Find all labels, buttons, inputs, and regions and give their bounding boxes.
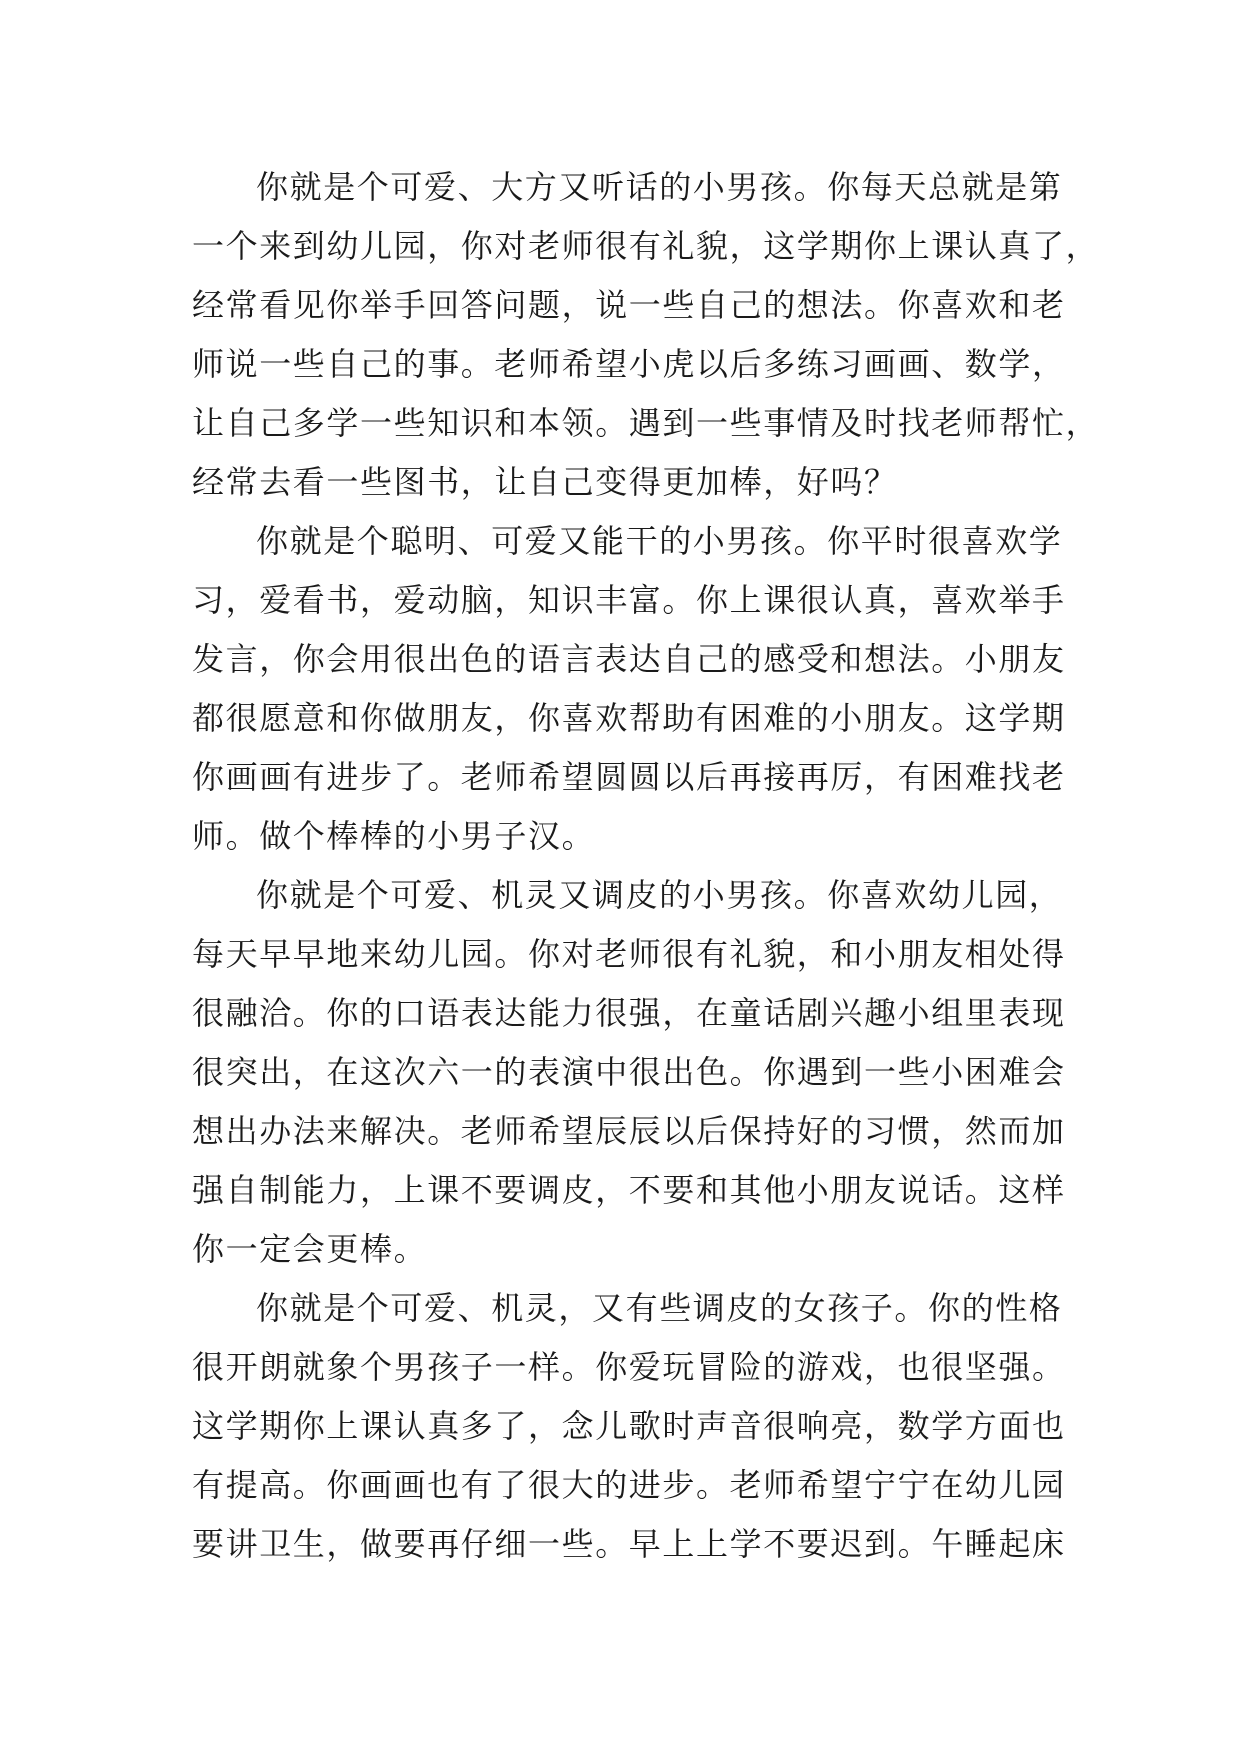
paragraph-3-line-7: 你一定会更棒。: [192, 1230, 428, 1268]
paragraph-1-line-2: 一个来到幼儿园，你对老师很有礼貌，这学期你上课认真了，: [192, 227, 1100, 265]
paragraph-2-line-6: 师。做个棒棒的小男子汉。: [192, 817, 596, 855]
paragraph-1-line-4: 师说一些自己的事。老师希望小虎以后多练习画画、数学，: [192, 345, 1066, 383]
document-body: [192, 158, 1100, 1574]
paragraph-1-line-1: 你就是个可爱、大方又听话的小男孩。你每天总就是第: [256, 168, 1063, 206]
paragraph-2-line-2: 习，爱看书，爱动脑，知识丰富。你上课很认真，喜欢举手: [192, 581, 1066, 619]
paragraph-1-line-3: 经常看见你举手回答问题，说一些自己的想法。你喜欢和老: [192, 286, 1066, 324]
paragraph-2-line-1: 你就是个聪明、可爱又能干的小男孩。你平时很喜欢学: [256, 522, 1063, 560]
paragraph-4-line-2: 很开朗就象个男孩子一样。你爱玩冒险的游戏，也很坚强。: [192, 1348, 1066, 1386]
paragraph-2-line-5: 你画画有进步了。老师希望圆圆以后再接再厉，有困难找老: [192, 758, 1066, 796]
paragraph-4-line-1: 你就是个可爱、机灵，又有些调皮的女孩子。你的性格: [256, 1289, 1063, 1327]
paragraph-4-line-3: 这学期你上课认真多了，念儿歌时声音很响亮，数学方面也: [192, 1407, 1066, 1445]
paragraph-2-line-3: 发言，你会用很出色的语言表达自己的感受和想法。小朋友: [192, 640, 1066, 678]
paragraph-3-line-1: 你就是个可爱、机灵又调皮的小男孩。你喜欢幼儿园，: [256, 876, 1063, 914]
paragraph-3-line-2: 每天早早地来幼儿园。你对老师很有礼貌，和小朋友相处得: [192, 935, 1066, 973]
paragraph-1-line-5: 让自己多学一些知识和本领。遇到一些事情及时找老师帮忙，: [192, 404, 1100, 442]
paragraph-1-line-6: 经常去看一些图书，让自己变得更加棒，好吗？: [192, 463, 898, 501]
paragraph-4-line-5: 要讲卫生，做要再仔细一些。早上上学不要迟到。午睡起床: [192, 1525, 1066, 1563]
paragraph-4-line-4: 有提高。你画画也有了很大的进步。老师希望宁宁在幼儿园: [192, 1466, 1066, 1504]
paragraph-3-line-4: 很突出，在这次六一的表演中很出色。你遇到一些小困难会: [192, 1053, 1066, 1091]
paragraph-3-line-3: 很融洽。你的口语表达能力很强，在童话剧兴趣小组里表现: [192, 994, 1066, 1032]
paragraph-3-line-6: 强自制能力，上课不要调皮，不要和其他小朋友说话。这样: [192, 1171, 1066, 1209]
paragraph-3-line-5: 想出办法来解决。老师希望辰辰以后保持好的习惯，然而加: [192, 1112, 1066, 1150]
paragraph-2-line-4: 都很愿意和你做朋友，你喜欢帮助有困难的小朋友。这学期: [192, 699, 1066, 737]
